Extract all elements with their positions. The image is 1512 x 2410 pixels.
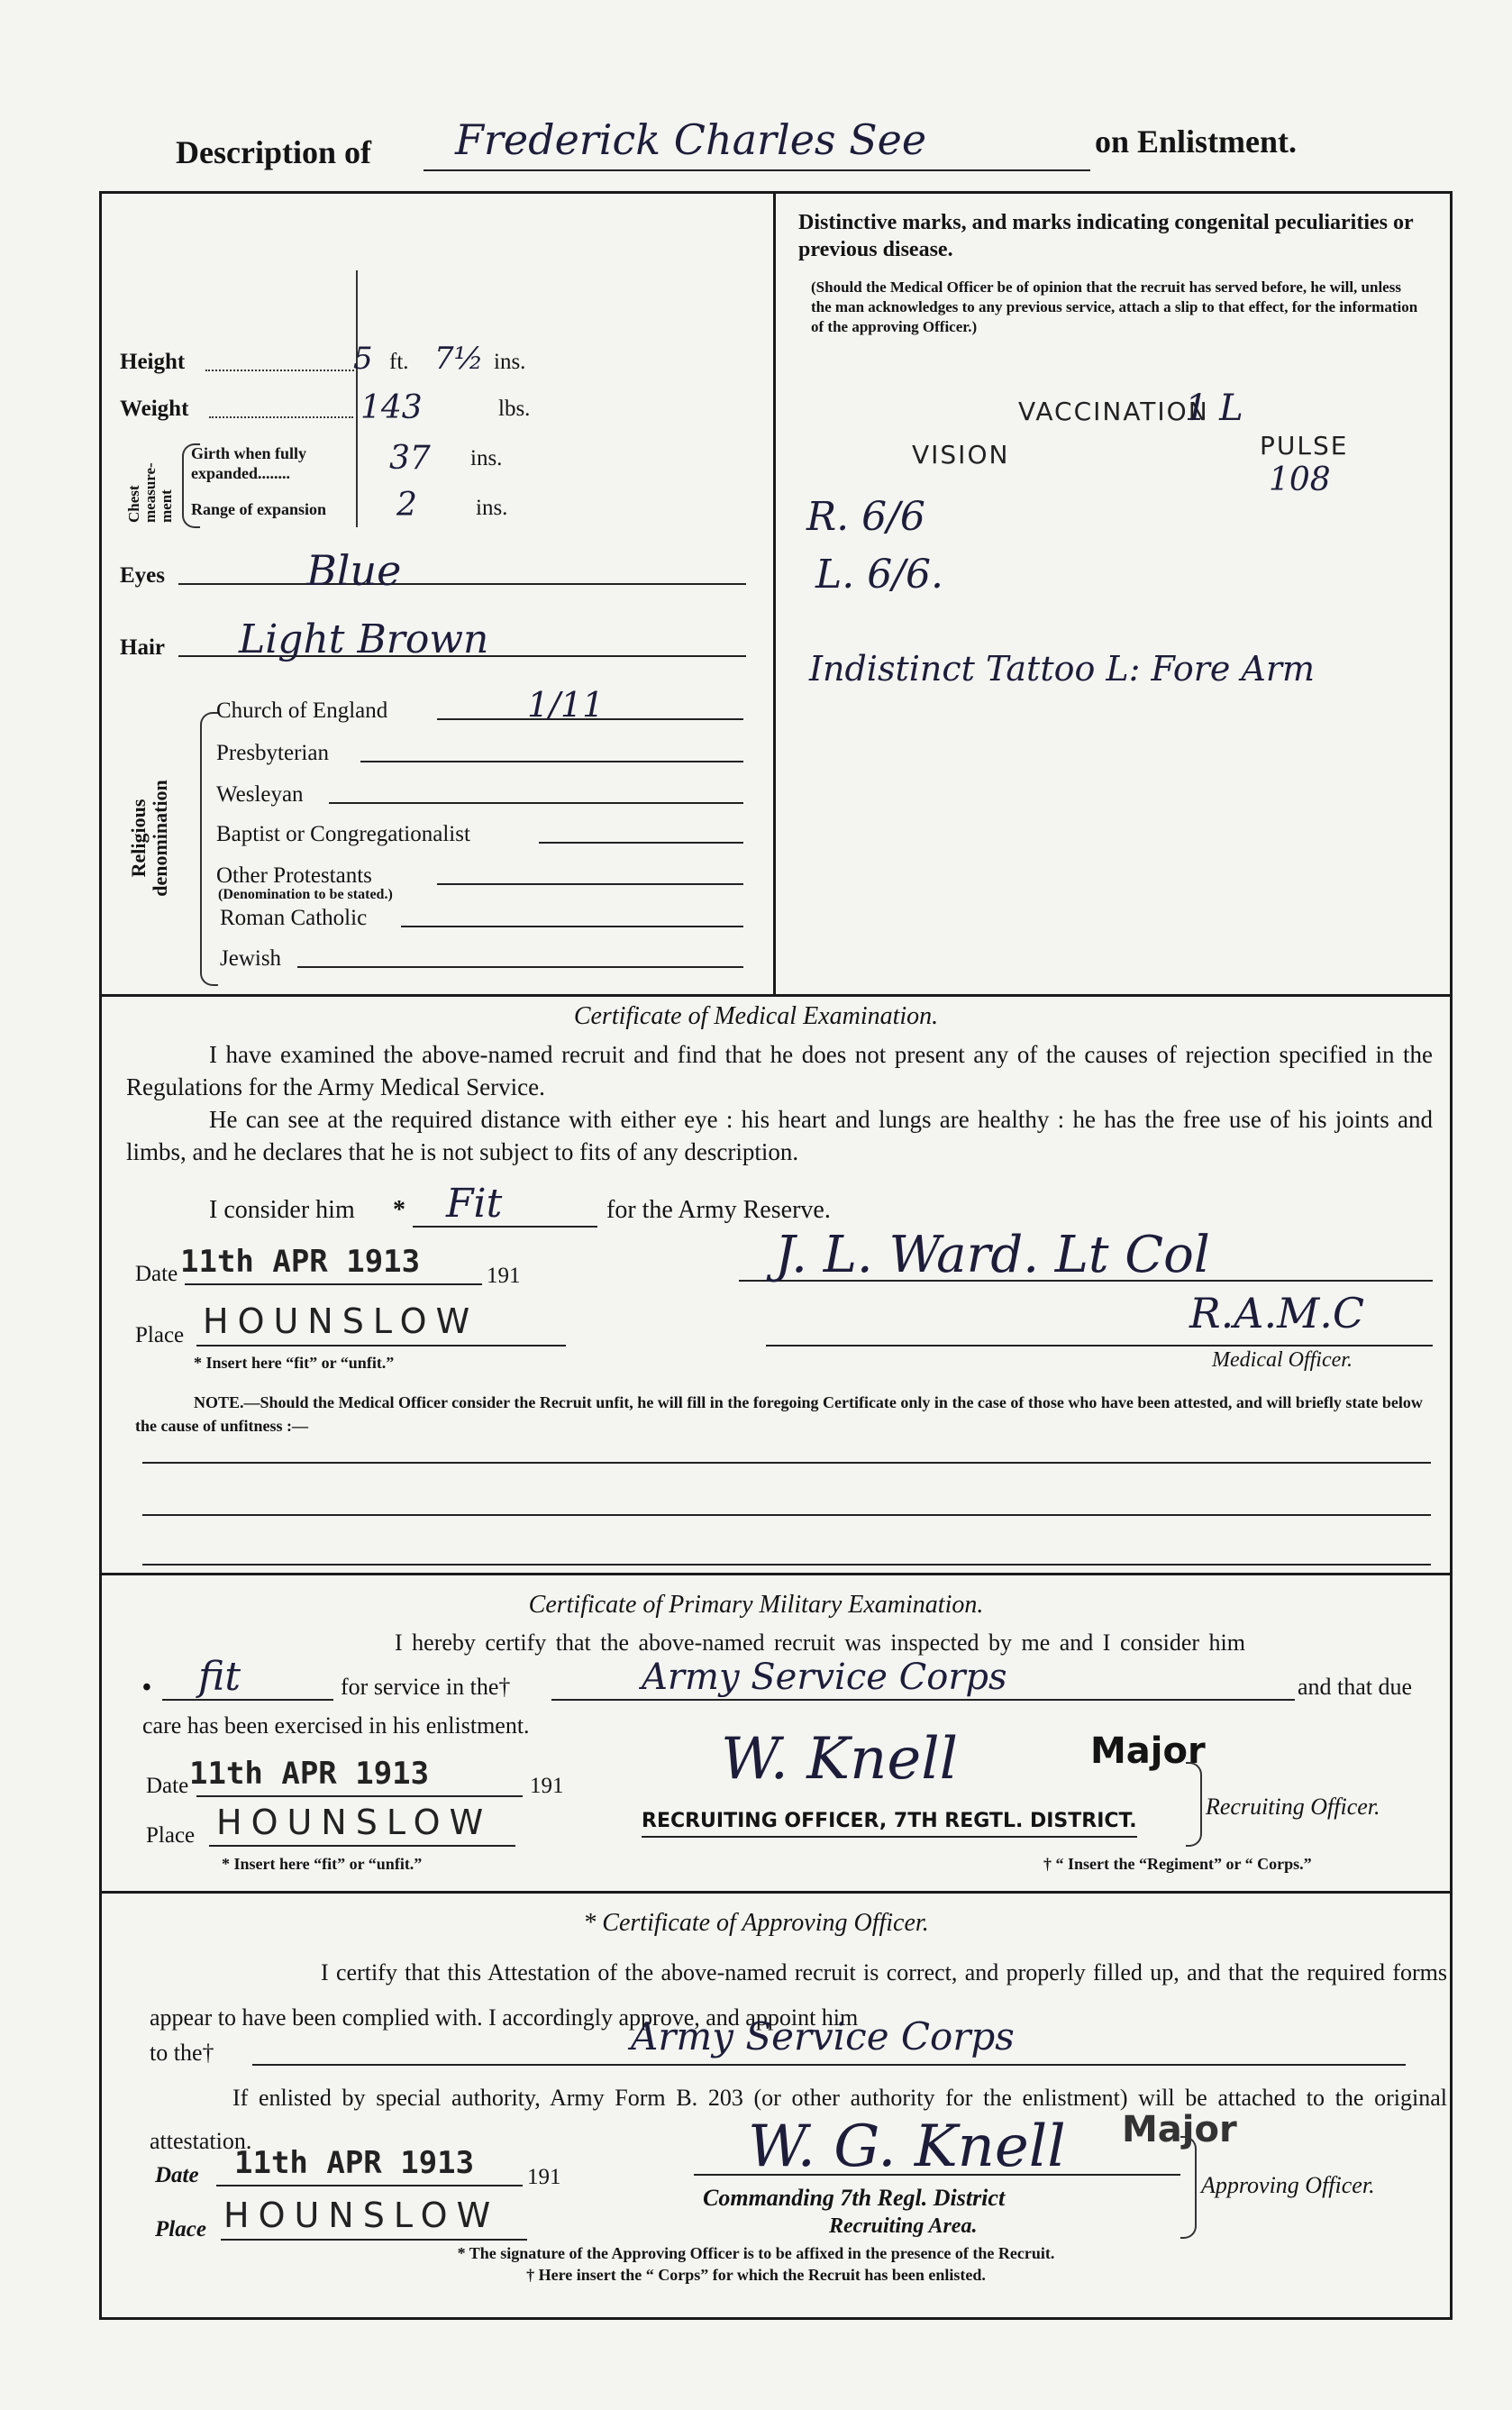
baptist-line [539,842,743,844]
medical-place-value: HOUNSLOW [203,1301,479,1341]
military-rank: Major [1090,1730,1206,1772]
approving-place-line [221,2239,527,2241]
military-place-line [209,1845,515,1847]
approving-paragraph-1: I certify that this Attestation of the above-named recruit is correct, and properly filled up, and that the required forms appear to have been complied with. I accordingly approve, and appoint him [150,1959,1447,2031]
religion-side-label: Religious denomination [127,780,171,897]
approving-signature: W. G. Knell [748,2113,1066,2180]
girth-label: Girth when fully expanded........ [191,444,307,482]
military-line-2: care has been exercised in his enlistment. [142,1712,530,1739]
girth-value: 37 [389,440,431,477]
hair-value: Light Brown [239,616,489,662]
medical-paragraph-2: He can see at the required distance with either eye : his heart and lungs are healthy : he has the free use of his joints and limbs, and he declares that he is not subject to fits of any description. [126,1106,1433,1165]
divider-medical [99,994,1450,997]
medical-star: * [393,1196,405,1224]
military-officer-label: Recruiting Officer. [1206,1794,1380,1820]
recruit-name: Frederick Charles See [455,115,927,164]
approving-corps-line [252,2064,1406,2066]
range-value: 2 [396,487,417,524]
military-bullet: • [142,1674,151,1702]
approving-commanding: Commanding 7th Regl. District [703,2185,1006,2211]
military-place-value: HOUNSLOW [216,1803,493,1842]
medical-fit-line [413,1226,597,1228]
wesleyan-line [329,802,743,804]
weight-unit: lbs. [498,397,531,421]
religion-church-england: Church of England [216,698,388,723]
eyes-line [178,583,746,585]
name-underline [424,169,1090,171]
military-date-value: 11th APR 1913 [189,1756,430,1792]
approving-footnote-1: * The signature of the Approving Officer is to be affixed in the presence of the Recruit. [457,2244,1055,2262]
church-england-value: 1/11 [527,685,605,725]
marks-heading: Distinctive marks, and marks indicating congenital peculiarities or previous disease. [798,211,1414,261]
range-unit: ins. [476,496,508,520]
medical-officer-label: Medical Officer. [1212,1348,1353,1372]
medical-fit-value: Fit [446,1181,503,1227]
approving-signature-line [694,2174,1180,2176]
religion-other-protestants: Other Protestants [216,863,372,888]
height-ft-value: 5 [353,341,373,377]
girth-unit: ins. [470,446,503,470]
medical-date-line [185,1283,482,1285]
approving-title: * Certificate of Approving Officer. [583,1909,929,1937]
vision-left: L. 6/6. [815,552,943,598]
military-fit-line [162,1699,333,1701]
military-recruiting-stamp: RECRUITING OFFICER, 7TH REGTL. DISTRICT. [642,1810,1137,1838]
header-prefix: Description of [176,134,371,170]
medical-unit-line [766,1345,1433,1346]
pulse-value: 108 [1269,461,1331,498]
military-date-line [196,1795,523,1797]
presbyterian-line [360,761,743,762]
vision-right: R. 6/6 [806,494,925,540]
military-place-label: Place [146,1823,196,1848]
chest-label: Chest measure-ment [125,462,175,523]
approving-brace [1180,2136,1197,2239]
medical-title: Certificate of Medical Examination. [573,1002,939,1030]
approving-recruiting-area: Recruiting Area. [829,2214,978,2238]
medical-paragraph-1: I have examined the above-named recruit and find that he does not present any of the causes of rejection specified in the Regulations for the Army Medical Service. [126,1041,1433,1100]
medical-year-prefix: 191 [487,1264,521,1288]
vaccination-value: 1 L [1185,388,1243,429]
military-line-1: I hereby certify that the above-named recruit was inspected by me and I consider him [395,1629,1245,1656]
vision-stamp: VISION [912,440,1010,470]
eyes-label: Eyes [120,563,165,588]
vertical-divider [773,194,776,994]
jewish-line [297,966,743,968]
medical-place-label: Place [135,1323,185,1347]
religion-baptist: Baptist or Congregationalist [216,822,470,846]
weight-dots [209,416,353,418]
military-date-label: Date [146,1774,189,1798]
military-regiment-note: † “ Insert the “Regiment” or “ Corps.” [1043,1855,1312,1873]
military-insert-note: * Insert here “fit” or “unfit.” [222,1855,423,1873]
approving-date-label: Date [155,2163,199,2187]
medical-place-line [196,1345,566,1346]
pulse-stamp: PULSE [1260,431,1349,461]
roman-catholic-line [401,926,743,927]
height-in-unit: ins. [494,350,526,374]
approving-year-prefix: 191 [527,2165,561,2189]
header-suffix: on Enlistment. [1095,123,1298,160]
religion-presbyterian: Presbyterian [216,741,329,765]
military-corps-value: Army Service Corps [642,1657,1007,1698]
approving-officer-label: Approving Officer. [1201,2172,1375,2198]
religion-wesleyan: Wesleyan [216,782,304,807]
other-protestants-line [437,883,743,885]
approving-corps-value: Army Service Corps [631,2014,1015,2059]
medical-date-label: Date [135,1262,178,1286]
unfitness-line-2[interactable] [142,1514,1431,1516]
tattoo-description: Indistinct Tattoo L: Fore Arm [809,649,1316,689]
eyes-value: Blue [306,546,402,595]
divider-approving [99,1891,1450,1894]
approving-date-line [216,2185,523,2186]
height-label: Height [120,350,186,374]
medical-date-value: 11th APR 1913 [180,1244,421,1280]
unfitness-line-3[interactable] [142,1564,1431,1566]
military-and-that: and that due [1298,1674,1413,1700]
range-label: Range of expansion [191,500,327,518]
military-fit-value: fit [198,1654,241,1700]
marks-note: (Should the Medical Officer be of opinion that the recruit has served before, he will, unless the man acknowledges to any previous service, attach a slip to that effect, for the information of the approving Officer.) [811,278,1418,335]
unfitness-line-1[interactable] [142,1462,1431,1464]
military-corps-line [551,1699,1295,1701]
medical-insert-note: * Insert here “fit” or “unfit.” [194,1354,395,1372]
medical-signature: J. L. Ward. Lt Col [775,1226,1210,1284]
hair-label: Hair [120,635,165,660]
approving-footnote-2: † Here insert the “ Corps” for which the Recruit has been enlisted. [526,2266,986,2284]
height-ft-unit: ft. [389,350,409,374]
military-for-service: for service in the† [341,1674,511,1700]
vaccination-stamp: VACCINATION [1018,397,1209,426]
divider-military [99,1573,1450,1575]
religion-brace [200,712,218,986]
approving-to-the: to the† [150,2040,214,2066]
weight-value: 143 [360,389,423,426]
height-in-value: 7½ [434,341,484,377]
measure-column-line [356,270,358,527]
approving-rank: Major [1122,2109,1237,2150]
military-brace [1186,1762,1202,1847]
religion-other-note: (Denomination to be stated.) [218,887,393,902]
military-year-prefix: 191 [530,1774,564,1798]
approving-date-value: 11th APR 1913 [234,2145,475,2181]
religion-roman-catholic: Roman Catholic [220,906,368,930]
medical-consider-label: I consider him [209,1196,355,1224]
medical-note: NOTE.—Should the Medical Officer consider the Recruit unfit, he will fill in the foregoing Certificate only in the case of those who have been attested, and will briefly state below the cause of unfitness :— [135,1393,1423,1435]
approving-place-label: Place [155,2217,206,2241]
approving-paragraph-2: If enlisted by special authority, Army Form B. 203 (or other authority for the enlistment) will be attached to the original attestation. [150,2085,1447,2154]
approving-place-value: HOUNSLOW [223,2195,500,2235]
religion-jewish: Jewish [220,946,282,971]
medical-reserve-label: for the Army Reserve. [606,1196,831,1224]
medical-unit: R.A.M.C [1189,1289,1365,1337]
height-dots [205,370,354,371]
weight-label: Weight [120,397,189,421]
military-title: Certificate of Primary Military Examination. [528,1591,984,1619]
military-signature: W. Knell [721,1726,959,1793]
